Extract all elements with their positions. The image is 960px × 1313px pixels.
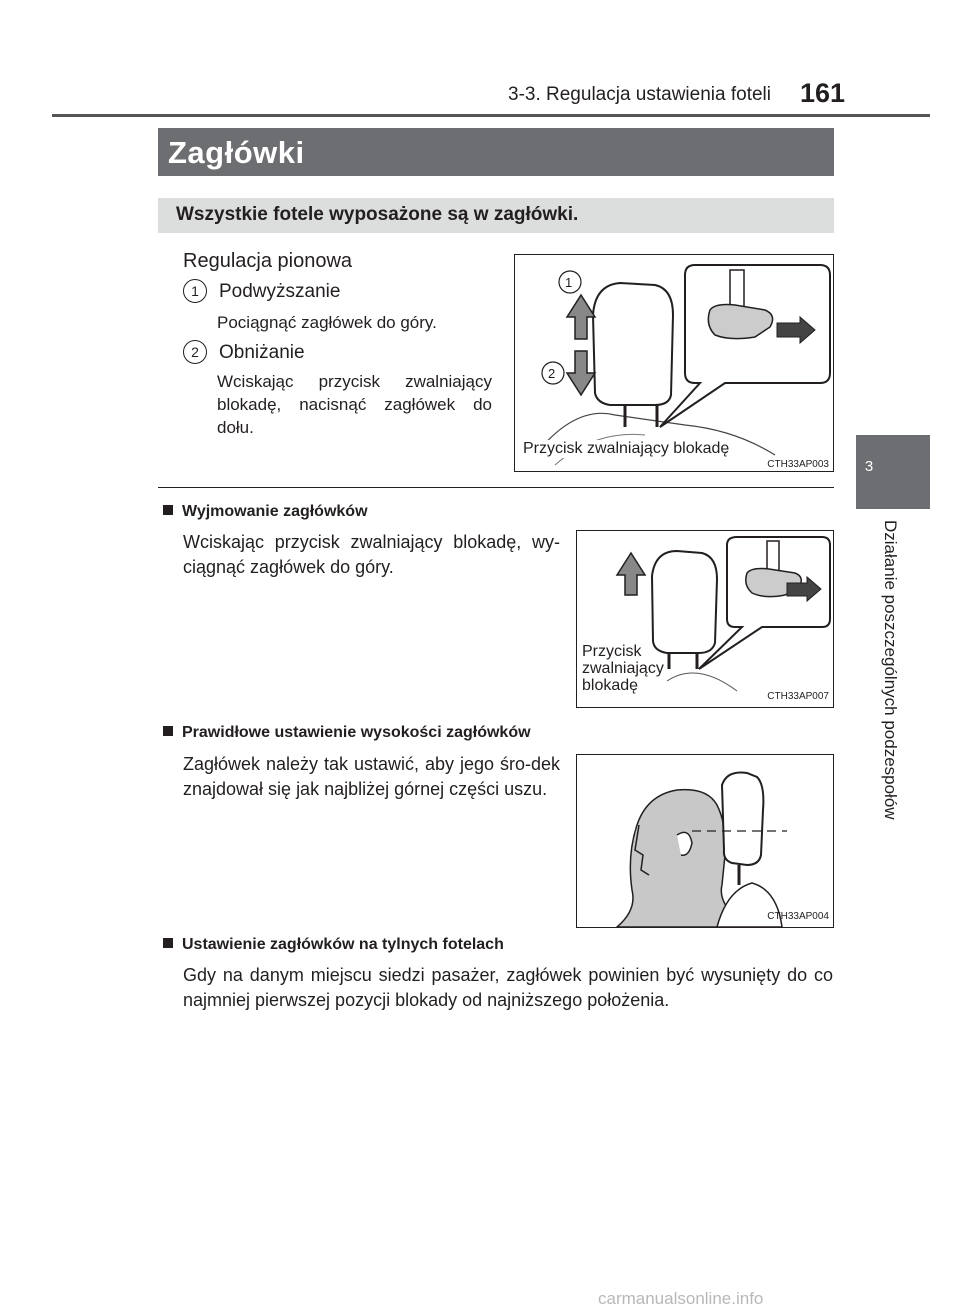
figure2-label-line1: Przycisk [582, 643, 642, 660]
rear-heading [163, 936, 504, 954]
figure2-label [582, 643, 664, 694]
removal-heading-text: Wyjmowanie zagłówków [182, 503, 368, 520]
watermark: carmanualsonline.info [598, 1289, 764, 1308]
headrest-vertical-illustration [515, 255, 833, 471]
figure-headrest-removal [576, 530, 834, 708]
step1-number: 1 [183, 279, 207, 303]
removal-text: Wciskając przycisk zwalniający blokadę, wy-ciągnąć zagłówek do góry. [183, 532, 560, 577]
figure-headrest-height [576, 754, 834, 928]
header-rule [52, 114, 930, 117]
figure2-code: CTH33AP007 [767, 691, 829, 702]
figure1-code: CTH33AP003 [767, 459, 829, 470]
page-number: 161 [800, 78, 846, 108]
vertical-heading: Regulacja pionowa [183, 250, 353, 272]
height-heading [163, 724, 531, 742]
callout-1: 1 [565, 275, 573, 290]
step1-text: Pociągnąć zagłówek do góry. [217, 313, 437, 332]
bullet-square [163, 505, 173, 515]
step2-text: Wciskając przycisk zwalniający blokadę, nacisnąć zagłówek do dołu. [217, 372, 492, 437]
bullet-square [163, 726, 173, 736]
chapter-tab-number: 3 [864, 458, 874, 475]
figure2-label-line2: zwalniający [582, 660, 664, 677]
step2-label: Obniżanie [219, 342, 305, 363]
step2-number: 2 [183, 340, 207, 364]
bullet-square [163, 938, 173, 948]
rear-heading-text: Ustawienie zagłówków na tylnych fotelach [182, 936, 504, 953]
headrest-height-illustration [577, 755, 833, 927]
figure3-code: CTH33AP004 [767, 911, 829, 922]
chapter-tab-label: Działanie poszczególnych podzespołów [881, 520, 900, 820]
height-heading-text: Prawidłowe ustawienie wysokości zagłówków [182, 724, 531, 741]
figure1-label: Przycisk zwalniający blokadę [523, 440, 730, 457]
callout-2: 2 [548, 366, 556, 381]
height-text: Zagłówek należy tak ustawić, aby jego śro-dek znajdował się jak najbliżej górnej części uszu. [183, 754, 560, 799]
section-header: 3-3. Regulacja ustawienia foteli [508, 84, 771, 105]
removal-heading [163, 503, 368, 521]
section-divider [158, 487, 834, 488]
rear-text: Gdy na danym miejscu siedzi pasażer, zagłówek powinien być wysunięty do co najmniej pierwszej pozycji blokady od najniższego położenia. [183, 965, 833, 1010]
figure-headrest-vertical [514, 254, 834, 472]
step1-label: Podwyższanie [219, 281, 341, 302]
page-subtitle: Wszystkie fotele wyposażone są w zagłówki. [176, 204, 579, 225]
figure2-label-line3: blokadę [582, 677, 639, 694]
page-title: Zagłówki [168, 135, 305, 170]
